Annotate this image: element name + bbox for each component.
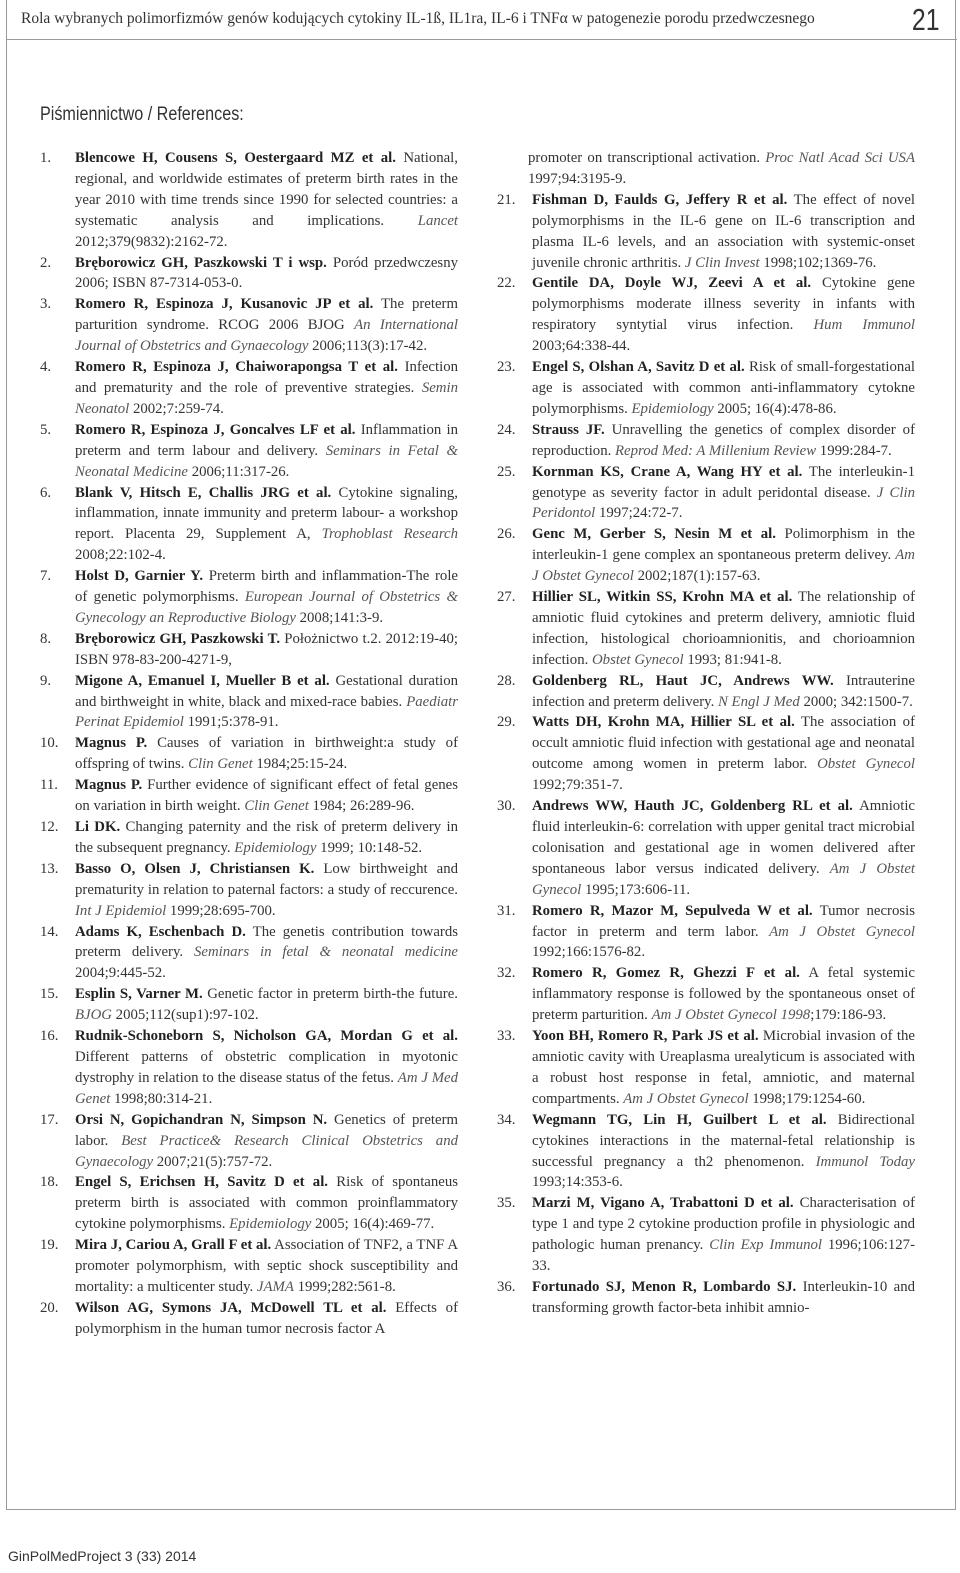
reference-item — [497, 1277, 915, 1319]
reference-journal: Immunol Today — [815, 1153, 915, 1170]
reference-authors: Li DK. — [75, 819, 121, 835]
reference-text: Causes of variation in birthweight:a study of offspring of twins. — [75, 735, 458, 773]
reference-citation: 2000; 342:1500-7. — [799, 693, 913, 710]
reference-journal: Paediatr Perinat Epidemiol — [75, 693, 458, 731]
reference-citation: 2007;21(5):757-72. — [153, 1153, 273, 1170]
reference-item — [40, 817, 458, 859]
reference-journal: Hum Immunol — [813, 317, 915, 334]
reference-item — [40, 629, 458, 671]
reference-journal: Clin Genet — [244, 798, 309, 815]
reference-journal: J Clin Invest — [684, 254, 760, 271]
reference-citation: 1999; 10:148-52. — [316, 839, 423, 856]
reference-authors: Adams K, Eschenbach D. — [75, 923, 246, 940]
reference-text: Changing paternity and the risk of preterm delivery in the subsequent pregnancy. — [75, 819, 459, 856]
reference-citation: 1999:284-7. — [816, 442, 892, 459]
reference-authors: Fishman D, Faulds G, Jeffery R et al. — [532, 191, 788, 208]
reference-item — [40, 357, 458, 420]
reference-citation: 1999;28:695-700. — [166, 902, 276, 919]
reference-journal: Seminars in Fetal & Neonatal Medicine — [75, 442, 459, 480]
reference-citation: 1996;106:127-33. — [532, 1237, 916, 1275]
reference-text: Poród przedwczesny 2006; ISBN 87-7314-053-0. — [75, 254, 458, 292]
reference-item — [40, 1298, 458, 1340]
references-heading: Piśmiennictwo / References: — [40, 104, 244, 125]
reference-citation: 2005;112(sup1):97-102. — [111, 1007, 259, 1024]
reference-item — [40, 420, 458, 483]
reference-text: Położnictwo t.2. 2012:19-40; ISBN 978-83-200-4271-9, — [75, 630, 458, 668]
reference-number: 12. — [40, 819, 59, 835]
reference-number: 21. — [497, 191, 516, 208]
reference-item — [497, 796, 915, 901]
reference-number: 20. — [40, 1299, 59, 1316]
reference-text: Inflammation in preterm and term labour and delivery. — [75, 421, 458, 459]
reference-item — [40, 1110, 458, 1173]
reference-citation: 1995;173:606-11. — [581, 881, 691, 898]
reference-authors: Hillier SL, Witkin SS, Krohn MA et al. — [532, 589, 793, 606]
reference-text: Further evidence of significant effect of fetal genes on variation in birth weight. — [75, 777, 458, 815]
reference-text: Unravelling the genetics of complex disorder of reproduction. — [532, 421, 915, 459]
reference-journal: Am J Obstet Gynecol — [532, 547, 915, 585]
reference-number: 34. — [497, 1111, 516, 1128]
reference-journal: Am J Obstet Gynecol — [532, 860, 916, 898]
reference-authors: Watts DH, Krohn MA, Hillier SL et al. — [532, 714, 795, 731]
reference-number: 13. — [40, 860, 59, 877]
reference-item — [40, 733, 458, 775]
reference-number: 36. — [497, 1278, 516, 1295]
reference-number: 33. — [497, 1028, 516, 1045]
reference-journal: N Engl J Med — [717, 693, 800, 710]
reference-citation: 2008;22:102-4. — [75, 547, 166, 564]
reference-citation: 1998;80:314-21. — [110, 1090, 213, 1107]
reference-citation: 2005; 16(4):478-86. — [713, 400, 837, 417]
reference-item — [497, 901, 915, 964]
reference-journal: Best Practice& Research Clinical Obstetrics and Gynaecology — [75, 1132, 458, 1170]
reference-authors: Esplin S, Varner M. — [75, 986, 203, 1003]
reference-number: 2. — [40, 254, 52, 271]
references-left-column — [40, 148, 458, 1340]
reference-authors: Magnus P. — [75, 735, 148, 752]
reference-text: The relationship of amniotic fluid cytokines and preterm delivery, amniotic fluid infection, histological chorioamnionitis, and chorioamnion infection. — [532, 589, 915, 668]
reference-citation: 2002;7:259-74. — [129, 400, 224, 417]
reference-text: Infection and prematurity and the role of preventive strategies. — [75, 359, 458, 396]
reference-number: 5. — [40, 421, 52, 438]
reference-authors: Mira J, Cariou A, Grall F et al. — [75, 1237, 272, 1254]
reference-journal: Am J Obstet Gynecol — [769, 923, 915, 940]
reference-text: Bidirectional cytokines interactions in the maternal-fetal relationship is successful pregnancy a th2 phenomenon. — [532, 1111, 916, 1170]
reference-journal: BJOG — [75, 1007, 112, 1024]
reference-number: 26. — [497, 526, 516, 543]
reference-text: Low birthweight and prematurity in relation to paternal factors: a study of reccurence. — [75, 860, 458, 898]
reference-journal: Clin Exp Immunol — [709, 1237, 823, 1254]
reference-journal: Am J Obstet Gynecol — [623, 1090, 749, 1107]
reference-authors: Genc M, Gerber S, Nesin M et al. — [532, 526, 776, 543]
reference-text: Amniotic fluid interleukin-6: correlation with upper genital tract microbial colonisation and gestational age in women delivered after spontaneous labor versus indicated delivery. — [532, 798, 915, 877]
reference-number: 11. — [40, 777, 58, 794]
reference-text: Risk of small-forgestational age is associated with common anti-inflammatory cytokne polymorphisms. — [532, 359, 915, 417]
reference-authors: Yoon BH, Romero R, Park JS et al. — [532, 1028, 759, 1045]
reference-number: 7. — [40, 568, 52, 585]
reference-item — [40, 922, 458, 985]
reference-citation: 2006;11:317-26. — [188, 463, 290, 480]
reference-number: 27. — [497, 589, 516, 606]
reference-citation: ;179:186-93. — [810, 1007, 887, 1024]
reference-journal: Reprod Med: A Millenium Review — [615, 442, 817, 459]
reference-authors: Romero R, Gomez R, Ghezzi F et al. — [532, 965, 800, 982]
reference-number: 23. — [497, 359, 516, 376]
reference-text: Preterm birth and inflammation-The role of genetic polymorphisms. — [75, 568, 458, 606]
reference-text: A fetal systemic inflammatory response is followed by the spontaneous onset of preterm parturition. — [532, 965, 915, 1024]
reference-authors: Wegmann TG, Lin H, Guilbert L et al. — [532, 1111, 827, 1128]
reference-number: 29. — [497, 714, 516, 731]
reference-number: 18. — [40, 1174, 59, 1191]
reference-authors: Strauss JF. — [532, 421, 605, 438]
reference-item — [40, 1026, 458, 1110]
reference-authors: Migone A, Emanuel I, Mueller B et al. — [75, 672, 330, 689]
reference-item — [497, 420, 915, 462]
reference-journal: Obstet Gynecol — [817, 756, 915, 773]
reference-item — [40, 984, 458, 1026]
reference-item — [497, 671, 915, 713]
reference-authors: Orsi N, Gopichandran N, Simpson N. — [75, 1111, 328, 1128]
reference-text: The genetis contribution towards preterm delivery. — [75, 923, 458, 961]
reference-text: Polimorphism in the interleukin-1 gene complex an spontaneous preterm delivey. — [532, 526, 915, 564]
reference-journal: Am J Obstet Gynecol 1998 — [651, 1007, 811, 1024]
reference-authors: Romero R, Espinoza J, Chaiworapongsa T et al. — [75, 359, 398, 376]
reference-authors: Fortunado SJ, Menon R, Lombardo SJ. — [532, 1278, 797, 1295]
reference-authors: Bręborowicz GH, Paszkowski T i wsp. — [75, 254, 327, 271]
reference-item — [40, 1235, 458, 1298]
reference-text: Microbial invasion of the amniotic cavity with Ureaplasma urealyticum is associated with a robust host response in fetal, amniotic, and maternal compartments. — [532, 1028, 915, 1107]
reference-text: Characterisation of type 1 and type 2 cytokine production profile in physiologic and pathologic human prenancy. — [532, 1195, 915, 1254]
reference-citation: 2005; 16(4):469-77. — [311, 1216, 435, 1233]
reference-citation: 1993;14:353-6. — [532, 1174, 623, 1191]
reference-item — [497, 462, 915, 525]
reference-item — [497, 357, 915, 420]
reference-citation: 1997;24:72-7. — [595, 505, 683, 522]
reference-authors: Kornman KS, Crane A, Wang HY et al. — [532, 463, 803, 480]
reference-number: 19. — [40, 1237, 59, 1254]
reference-authors: Romero R, Espinoza J, Goncalves LF et al. — [75, 421, 356, 438]
reference-continuation — [497, 148, 915, 190]
reference-journal: European Journal of Obstetrics & Gynecology an Reproductive Biology — [75, 589, 458, 626]
reference-number: 25. — [497, 463, 516, 480]
page-number: 21 — [911, 2, 939, 37]
reference-citation: 2003;64:338-44. — [532, 338, 631, 355]
reference-item — [40, 253, 458, 295]
reference-number: 15. — [40, 986, 59, 1003]
reference-authors: Romero R, Mazor M, Sepulveda W et al. — [532, 902, 813, 919]
reference-text: Association of TNF2, a TNF A promoter polymorphism, with septic shock susceptibility and mortality: a multicenter study. — [75, 1237, 459, 1295]
reference-journal: Trophoblast Research — [321, 526, 458, 543]
reference-text: Intrauterine infection and preterm delivery. — [532, 672, 915, 710]
reference-list-left — [40, 148, 458, 1340]
reference-number: 10. — [40, 735, 59, 752]
reference-text: Gestational duration and birthweight in white, black and mixed-race babies. — [75, 672, 458, 710]
reference-text: Genetics of preterm labor. — [75, 1111, 459, 1149]
reference-number: 3. — [40, 296, 52, 313]
reference-number: 6. — [40, 484, 52, 501]
reference-continuation-text: promoter on transcriptional activation. — [528, 150, 766, 166]
reference-text: Tumor necrosis factor in preterm and term labor. — [532, 902, 915, 940]
reference-authors: Rudnik-Schoneborn S, Nicholson GA, Mordan G et al. — [75, 1028, 458, 1045]
reference-authors: Engel S, Erichsen H, Savitz D et al. — [75, 1174, 329, 1191]
reference-journal: Epidemiology — [229, 1216, 312, 1233]
reference-authors: Basso O, Olsen J, Christiansen K. — [75, 860, 315, 877]
reference-number: 17. — [40, 1111, 59, 1128]
running-header — [7, 0, 957, 40]
reference-citation: 1992;166:1576-82. — [532, 944, 646, 961]
reference-journal: Epidemiology — [631, 400, 714, 417]
reference-text: Cytokine gene polymorphisms moderate illness severity in infants with respiratory syntytial virus infection. — [532, 275, 915, 334]
reference-citation: 2008;141:3-9. — [295, 609, 384, 626]
reference-citation: 1984; 26:289-96. — [308, 798, 415, 815]
reference-authors: Andrews WW, Hauth JC, Goldenberg RL et al. — [532, 798, 853, 815]
reference-number: 22. — [497, 275, 516, 292]
reference-citation: 1998;102;1369-76. — [759, 254, 877, 271]
reference-number: 24. — [497, 421, 516, 438]
reference-authors: Goldenberg RL, Haut JC, Andrews WW. — [532, 672, 834, 689]
reference-number: 16. — [40, 1028, 59, 1045]
reference-authors: Engel S, Olshan A, Savitz D et al. — [532, 359, 745, 376]
reference-journal: Lancet — [417, 212, 458, 229]
reference-citation: 1998;179:1254-60. — [748, 1090, 866, 1107]
reference-authors: Blank V, Hitsch E, Challis JRG et al. — [75, 484, 332, 501]
reference-number: 30. — [497, 798, 516, 815]
reference-journal: Epidemiology — [234, 839, 317, 856]
reference-item — [497, 963, 915, 1026]
reference-text: Different patterns of obstetric complication in myotonic dystrophy in relation to the disease status of the fetus. — [75, 1048, 458, 1086]
reference-item — [497, 273, 915, 357]
reference-journal: J Clin Peridontol — [532, 484, 915, 522]
reference-authors: Bręborowicz GH, Paszkowski T. — [75, 630, 281, 647]
reference-citation: 1999;282:561-8. — [293, 1278, 396, 1295]
reference-number: 35. — [497, 1195, 516, 1212]
reference-continuation-journal: Proc Natl Acad Sci USA — [765, 150, 915, 166]
reference-number: 31. — [497, 902, 516, 919]
reference-journal: Int J Epidemiol — [75, 902, 167, 919]
reference-citation: 1984;25:15-24. — [252, 756, 348, 773]
reference-authors: Blencowe H, Cousens S, Oestergaard MZ et al. — [75, 150, 396, 166]
reference-item — [40, 148, 458, 253]
reference-text: The association of occult amniotic fluid infection with gestational age and neonatal outcome among women in preterm labor. — [532, 714, 915, 773]
reference-item — [497, 190, 915, 274]
reference-item — [40, 859, 458, 922]
reference-item — [497, 524, 915, 587]
reference-authors: Marzi M, Vigano A, Trabattoni D et al. — [532, 1195, 794, 1212]
reference-number: 9. — [40, 672, 52, 689]
reference-item — [497, 1110, 915, 1194]
reference-journal: Semin Neonatol — [75, 379, 458, 417]
reference-item — [497, 712, 915, 796]
reference-number: 28. — [497, 672, 516, 689]
reference-text: Cytokine signaling, inflammation, innate immunity and preterm labour- a workshop report. Placenta 29, Supplement A, — [75, 484, 458, 543]
references-right-column — [497, 148, 915, 1319]
reference-list-right — [497, 190, 915, 1319]
reference-number: 1. — [40, 150, 52, 166]
reference-item — [40, 671, 458, 734]
running-title: Rola wybranych polimorfizmów genów kodujących cytokiny IL-1ß, IL1ra, IL-6 i TNFα w patogenezie porodu przedwczesnego — [21, 10, 815, 27]
reference-citation: 1991;5:378-91. — [183, 714, 279, 731]
reference-item — [497, 1193, 915, 1277]
reference-number: 4. — [40, 359, 52, 376]
reference-text: The preterm parturition syndrome. RCOG 2006 BJOG — [75, 296, 458, 334]
footer-journal-issue: GinPolMedProject 3 (33) 2014 — [8, 1548, 197, 1564]
reference-number: 14. — [40, 923, 59, 940]
reference-item — [40, 294, 458, 357]
reference-journal: An International Journal of Obstetrics and Gynaecology — [75, 317, 458, 355]
reference-text: The effect of novel polymorphisms in the IL-6 gene on IL-6 transcription and plasma IL-6 levels, and an association with systemic-onset juvenile chronic arthritis. — [532, 191, 915, 271]
reference-journal: Am J Med Genet — [75, 1069, 458, 1107]
reference-citation: 2006;113(3):17-42. — [308, 338, 428, 355]
reference-text: Risk of spontaneus preterm birth is associated with common proinflammatory cytokine polymorphisms. — [75, 1174, 458, 1233]
reference-authors: Gentile DA, Doyle WJ, Zeevi A et al. — [532, 275, 812, 292]
reference-authors: Wilson AG, Symons JA, McDowell TL et al. — [75, 1299, 387, 1316]
reference-item — [497, 587, 915, 671]
reference-authors: Romero R, Espinoza J, Kusanovic JP et al. — [75, 296, 374, 313]
reference-item — [40, 566, 458, 629]
reference-number: 8. — [40, 630, 52, 647]
reference-number: 32. — [497, 965, 516, 982]
reference-journal: Clin Genet — [188, 756, 253, 773]
reference-journal: Seminars in fetal & neonatal medicine — [194, 944, 458, 961]
reference-citation: 1993; 81:941-8. — [683, 651, 782, 668]
reference-continuation-tail: 1997;94:3195-9. — [528, 170, 627, 187]
reference-citation: 2004;9:445-52. — [75, 965, 166, 982]
reference-authors: Holst D, Garnier Y. — [75, 568, 204, 585]
reference-item — [40, 775, 458, 817]
reference-text: Genetic factor in preterm birth-the future. — [202, 986, 458, 1003]
reference-journal: Obstet Gynecol — [592, 651, 684, 668]
reference-text: Effects of polymorphism in the human tumor necrosis factor A — [75, 1299, 459, 1337]
reference-text: Interleukin-10 and transforming growth factor-beta inhibit amnio- — [532, 1278, 916, 1316]
reference-citation: 2012;379(9832):2162-72. — [75, 233, 228, 250]
reference-text: The interleukin-1 genotype as severity factor in adult peridontal disease. — [532, 463, 915, 501]
reference-authors: Magnus P. — [75, 777, 143, 794]
reference-journal: JAMA — [256, 1278, 294, 1295]
reference-text: National, regional, and worldwide estimates of preterm birth rates in the year 2010 with time trends since 1990 for selected countries: a systematic analysis and implications. — [75, 150, 458, 229]
reference-item — [497, 1026, 915, 1110]
reference-item — [40, 1172, 458, 1235]
reference-citation: 2002;187(1):157-63. — [633, 568, 761, 585]
reference-citation: 1992;79:351-7. — [532, 777, 623, 794]
reference-item — [40, 483, 458, 567]
